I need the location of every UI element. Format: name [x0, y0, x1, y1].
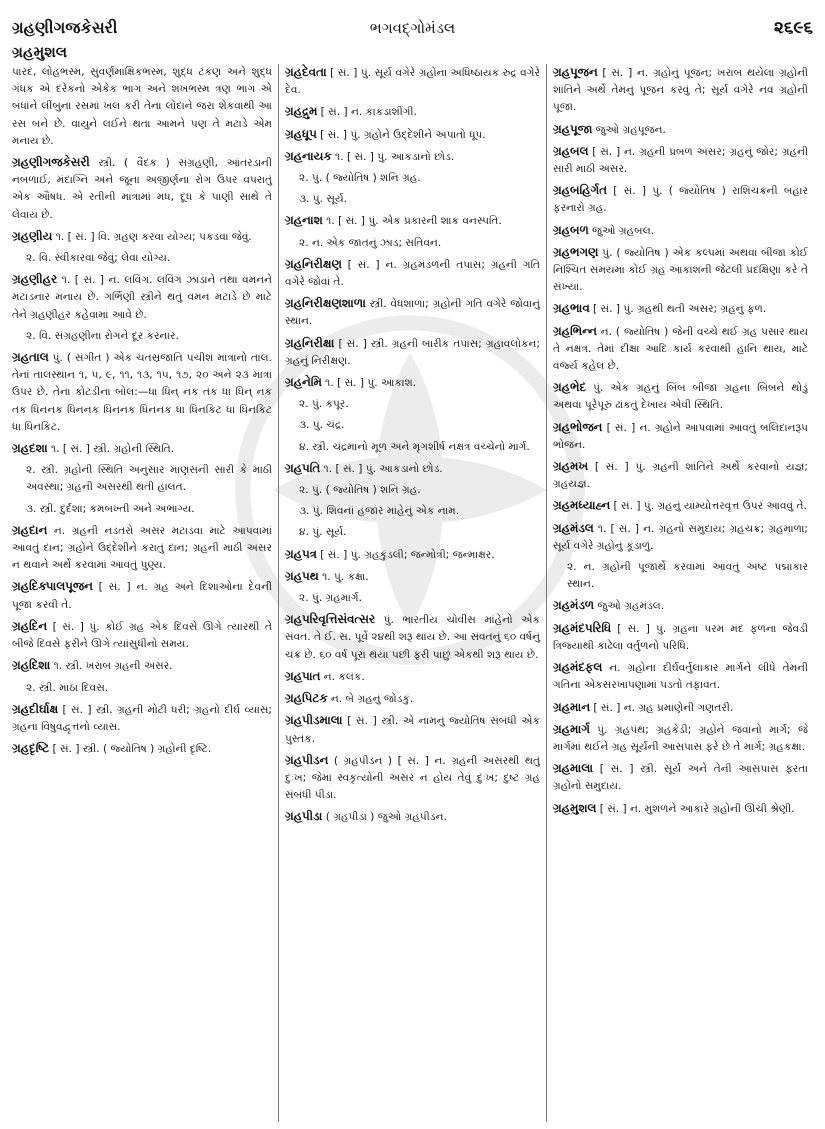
entry-definition: ૩. સ્ત્રી. દુર્દશા; કમબખ્તી અને અભાગ્ય. — [26, 502, 195, 515]
entry-definition: [ સં. ] ન. ગ્રહની પ્રબળ અસર; ગ્રહનું જોર; ગ્રહની સારી માઠી અસર. — [553, 145, 808, 176]
entry-headword: ગ્રહનાયક — [285, 148, 332, 163]
entry-headword: ગ્રહનેમિ — [285, 375, 322, 390]
dictionary-entry — [285, 148, 540, 166]
entry-headword: ગ્રહબળ — [553, 222, 589, 237]
dictionary-entry — [12, 578, 272, 613]
dictionary-entry — [285, 335, 540, 370]
dictionary-entry — [553, 121, 808, 139]
dictionary-entry — [285, 611, 540, 664]
left-guide-word: ગ્રહણીગજકેસરી — [12, 18, 118, 37]
entry-definition: [ સં. ] સ્ત્રી. ( જ્યોતિષ ) ગ્રહોની દૃષ્ટિ. — [49, 743, 212, 756]
entry-definition: [ સં. ] પું. ગ્રહનું યામ્યોત્તરવૃત્ત ઉપર આવવું તે. — [610, 500, 807, 513]
entry-headword: ગ્રહપાત — [285, 668, 321, 683]
entry-headword: ગ્રહપીડા — [285, 809, 323, 824]
entry-headword: ગ્રહદ્રુમ — [285, 104, 318, 119]
dictionary-entry — [553, 244, 808, 297]
entry-headword: ગ્રહમંદપરિધિ — [553, 620, 612, 635]
dictionary-entry — [12, 328, 272, 345]
entry-definition: પું. ( સંગીત ) એક ચતસ્રજાતિ પચીશ માત્રાનો તાલ. તેનાં તાલસ્થાન ૧, ૫, ૯, ૧૧, ૧૩, ૧૫, ૧૭, ૨૦ અને ૨૩ માત્રા ઉપર છે. તેના કોટડીના બોલ:—ધા ધિન્ નક તક ધા ધિન્ નક તક ધિનનક ધિનનક ધિનનક ધિનનક ધા ધિનકિટ ધા ધિનકિટ ધા ધિનકિટ. — [12, 352, 272, 433]
column-3 — [546, 64, 814, 1122]
dictionary-entry — [285, 295, 540, 330]
dictionary-entry — [285, 235, 540, 252]
dictionary-entry — [285, 126, 540, 144]
dictionary-entry — [285, 439, 540, 456]
dictionary-entry — [285, 546, 540, 564]
dictionary-entry — [553, 620, 808, 655]
dictionary-entry — [285, 64, 540, 99]
dictionary-entry — [553, 64, 808, 117]
entry-headword: ગ્રહપીડમાલા — [285, 713, 343, 728]
entry-definition: [ સં. ] પું. ગ્રહની શાંતિને અર્થે કરવાનો યજ્ઞ; ગ્રહયજ્ઞ. — [553, 461, 808, 491]
entry-headword: ગ્રહદાન — [12, 522, 48, 537]
entry-definition: ૧. સ્ત્રી. ખરાબ ગ્રહની અસર. — [50, 660, 173, 673]
entry-definition: ૩. પું. ચંદ્ર. — [299, 419, 345, 432]
entry-headword: ગ્રહભાવ — [553, 301, 590, 316]
entry-definition: જુઓ ગ્રહમંડલ. — [594, 600, 665, 613]
entry-headword: ગ્રહબહિર્ગત — [553, 183, 607, 198]
entry-definition: [ સં. ] સ્ત્રી. ગ્રહની બારીક તપાસ; ગ્રહાવલોકન; ગ્રહનું નિરીક્ષણ. — [285, 337, 540, 367]
entry-headword: ગ્રહનિરીક્ષણ — [285, 256, 342, 271]
entry-definition: ન. ( જ્યોતિષ ) જેની વચ્ચે થઈ ગ્રહ પસાર થાય તે નક્ષત્ર. તેમાં દીક્ષા આદિ કાર્ય કરવાથી હાનિ થાય, માટે વર્જ્ય કહેલ છે. — [553, 325, 808, 373]
entry-definition: જુઓ ગ્રહપૂજન. — [592, 123, 666, 136]
entry-definition: ૨. પું. ગ્રહમાર્ગ. — [299, 592, 363, 605]
entry-definition: ૧. [ સં. ] વિ. ગ્રહણ કરવા યોગ્ય; પકડવા જેવું. — [52, 230, 252, 243]
dictionary-entry — [285, 503, 540, 520]
dictionary-entry — [553, 419, 808, 454]
entry-headword: ગ્રહપથ — [285, 568, 319, 583]
entry-definition: પારદ, લોહભસ્મ, સુવર્ણમાક્ષિકભસ્મ, શુદ્ધ ટંકણ અને શુદ્ધ ગંધક એ દરેકનો એકેક ભાગ અને શંખભસ્મ ત્રણ ભાગ એ બધાંને લીંબુના રસમાં ખલ કરી તેના લોંદાને જરા શેકવાથી આ રસ બને છે. વાયુને લઈને થતા આમને પણ તે મટાડે એમ મનાય છે. — [12, 66, 272, 147]
entry-headword: ગ્રહણીહર — [12, 272, 58, 287]
dictionary-entry — [285, 256, 540, 291]
dictionary-entry — [285, 568, 540, 586]
dictionary-columns — [10, 64, 815, 1122]
entry-definition: [ સં. ] ન. ગ્રહોને આપવામાં આવતું બલિદાનરૂપ ભોજન. — [553, 421, 808, 451]
entry-definition: ૧. [ સં. ] સ્ત્રી. ગ્રહોની સ્થિતિ. — [47, 443, 175, 456]
dictionary-entry — [12, 501, 272, 518]
dictionary-entry — [12, 522, 272, 575]
entry-headword: ગ્રહમંડલ — [553, 520, 594, 535]
dictionary-entry — [285, 212, 540, 230]
entry-headword: ગ્રહમાલા — [553, 761, 594, 776]
dictionary-entry — [285, 417, 540, 434]
entry-definition: [ સં. ] પું. કોઈ ગ્રહ એક દિવસે ઊગે ત્યારથી તે બીજે દિવસે ફરીને ઊગે ત્યાંસુધીનો સમય. — [12, 620, 272, 651]
entry-definition: ૨. પું. કપૂર. — [299, 398, 349, 411]
entry-definition: [ સં. ] સ્ત્રી. સૂર્ય અને તેની આસપાસ ફરતા ગ્રહોનો સમુદાય. — [553, 763, 808, 793]
entry-headword: ગ્રહપૂજા — [553, 121, 593, 136]
entry-definition: [ સં. ] પું. ગ્રહના પરમ મંદ ફળના જેવડી ત્રિજ્યાથી કાઢેલા વર્તુળનો પરિધિ. — [553, 622, 808, 652]
entry-definition: ન. કલંક. — [320, 670, 365, 683]
entry-definition: [ સં. ] સ્ત્રી. ગ્રહની મોટી ધરી; ગ્રહનો દીર્ઘ વ્યાસ; ગ્રહના વિષુવદ્વૃત્તનો વ્યાસ. — [12, 703, 272, 733]
dictionary-entry — [285, 396, 540, 413]
entry-definition: ૧. [ સં. ] પું. આકાશ. — [321, 377, 417, 390]
entry-headword: ગ્રહમધ્યાહ્ન — [553, 498, 611, 513]
dictionary-entry — [12, 680, 272, 697]
entry-headword: ગ્રહદીર્ઘાક્ષ — [12, 701, 59, 716]
entry-definition: સ્ત્રી. ( વૈદક ) સંગ્રહણી, આંતરડાની નબળાઈ, મંદાગ્નિ અને જૂના અજીર્ણના રોગ ઉપર વપરાતું એક ઔષધ. એ રતીની માત્રામાં મધ, દૂધ કે પાણી સાથે તે લેવાય છે. — [12, 157, 272, 221]
entry-definition: [ સં. ] ન. ગ્રહ પ્રમાણેની ગણતરી. — [590, 701, 734, 714]
dictionary-entry — [285, 482, 540, 499]
dictionary-entry — [12, 64, 272, 150]
dictionary-entry — [12, 740, 272, 758]
entry-definition: ૪. સ્ત્રી. ચંદ્રમાનો મૂળ અને મૃગશીર્ષ નક્ષત્ર વચ્ચેનો માર્ગ. — [299, 440, 530, 453]
entry-definition: પું. એક ગ્રહનું બિંબ બીજા ગ્રહના બિંબને થોડું અથવા પૂરેપૂરું ઢાંકતું દેખાય એવી સ્થિતિ. — [553, 382, 808, 412]
dictionary-entry — [553, 222, 808, 240]
dictionary-entry — [12, 154, 272, 224]
dictionary-entry — [12, 349, 272, 436]
entry-headword: ગ્રહદિન — [12, 618, 48, 633]
entry-definition: ન. બે ગ્રહનું જોડકું. — [327, 693, 414, 706]
dictionary-entry — [12, 440, 272, 458]
entry-headword: ગ્રહપતિ — [285, 460, 321, 475]
dictionary-entry — [553, 699, 808, 717]
entry-headword: ગ્રહપત્ર — [285, 546, 317, 561]
entry-definition: ૨. પું. ( જ્યોતિષ ) શનિ ગ્રહ. — [299, 484, 421, 497]
dictionary-entry — [285, 690, 540, 708]
dictionary-entry — [285, 752, 540, 805]
dictionary-entry — [12, 462, 272, 496]
entry-definition: પું. ભારતીય ચોવીસ માંહેનો એક સંવત. તે ઈ. સ. પૂર્વે ૨૪થી શરૂ થાય છે. આ સંવતનું ૬૦ વર્ષનું ચક્ર છે. ૬૦ વર્ષ પૂરાં થયા પછી ફરી પાછું એકથી શરૂ થાય છે. — [285, 614, 540, 661]
dictionary-entry — [553, 182, 808, 217]
dictionary-entry — [553, 559, 808, 593]
dictionary-entry — [553, 597, 808, 615]
entry-definition: ૩. પું. શિવનાં હજાર માંહેનું એક નામ. — [299, 505, 460, 518]
entry-definition: [ સં. ] ન. મુશળને આકારે ગ્રહોની ઊંચી શ્રેણી. — [596, 802, 795, 815]
dictionary-entry — [285, 712, 540, 747]
entry-definition: [ સં. ] પું. ગ્રહોને ઉદ્દેશીને અપાતો ધૂપ. — [316, 128, 486, 141]
entry-definition: ( ગ્રહપીડ઼ા ) જુઓ ગ્રહપીડન. — [322, 811, 447, 824]
dictionary-entry — [553, 143, 808, 178]
dictionary-entry — [12, 701, 272, 736]
dictionary-entry — [553, 659, 808, 694]
page-header — [12, 18, 813, 66]
entry-definition: [ સં. ] સ્ત્રી. એ નામનું જ્યોતિષ સંબંધી એક પુસ્તક. — [285, 715, 540, 745]
entry-headword: ગ્રહમુશલ — [553, 800, 597, 815]
entry-definition: સ્ત્રી. વેધશાળા; ગ્રહોની ગતિ વગેરે જોવાનું સ્થાન. — [285, 298, 540, 328]
entry-definition: [ સં. ] પું. ( જ્યોતિષ ) રાશિચક્રની બહાર ફરનારો ગ્રહ. — [553, 185, 808, 215]
dictionary-entry — [285, 590, 540, 607]
entry-definition: ન. ગ્રહોના દીર્ઘવર્તુલાકાર માર્ગને લીધે તેમની ગતિના એકસરખાપણામાં પડતો તફાવત. — [553, 662, 808, 692]
entry-headword: ગ્રહદિશા — [12, 658, 51, 673]
dictionary-entry — [553, 760, 808, 795]
entry-definition: ૨. પું. ( જ્યોતિષ ) શનિ ગ્રહ. — [299, 172, 421, 185]
dictionary-entry — [285, 808, 540, 826]
dictionary-entry — [553, 458, 808, 493]
entry-headword: ગ્રહદશા — [12, 441, 48, 456]
entry-headword: ગ્રહનિરીક્ષણશાળા — [285, 296, 366, 311]
entry-headword: ગ્રહદિક્પાલપૂજન — [12, 579, 93, 594]
dictionary-entry — [12, 228, 272, 246]
dictionary-entry — [553, 323, 808, 376]
entry-headword: ગ્રહપરિવૃત્તિસંવત્સર — [285, 612, 375, 627]
entry-headword: ગ્રહનિરીક્ષા — [285, 335, 335, 350]
entry-definition: [ સં. ] ન. ગ્રહોનું પૂજન; ખરાબ થયેલા ગ્રહોની શાંતિને અર્થે તેમનું પૂજન કરવું તે; સૂર્ય વગેરે નવ ગ્રહોની પૂજા. — [553, 67, 808, 114]
entry-headword: ગ્રહપીડન — [285, 752, 329, 767]
entry-definition: [ સં. ] પું. ગ્રહથી થતી અસર; ગ્રહનું ફળ. — [589, 303, 767, 316]
dictionary-entry — [553, 379, 808, 414]
entry-definition: ૨. ન. એક જાતનું ઝાડ; સતિવન. — [299, 236, 442, 249]
dictionary-entry — [553, 721, 808, 756]
entry-definition: [ સં. ] પું. ગ્રહકુંડલી; જન્મોત્રી; જન્માક્ષર. — [316, 548, 495, 561]
entry-headword: ગ્રહણીય — [12, 228, 53, 243]
entry-definition: [ સં. ] પું. સૂર્ય વગેરે ગ્રહોના અધિષ્ઠાયક રુદ્ર વગેરે દેવ. — [285, 67, 540, 97]
entry-definition: ૨. વિ. સંગ્રહણીના રોગને દૂર કરનાર. — [26, 329, 179, 342]
entry-headword: ગ્રહમંડળ — [553, 598, 595, 613]
entry-definition: ૨. વિ. સ્વીકારવા જેવું; લેવા યોગ્ય. — [26, 252, 171, 265]
dictionary-entry — [285, 374, 540, 392]
entry-definition: ન. ગ્રહની નડતરો અસર મટાડવા માટે આપવામાં આવતું દાન; ગ્રહોને ઉદ્દેશીને કરાતું દાન; ગ્રહની માઠી અસર ન થવાને અર્થે કરવામાં આવતું પુણ્ય. — [12, 524, 272, 572]
entry-definition: પું. ગ્રહપંથ; ગ્રહકેડી; ગ્રહોને જવાનો માર્ગ; જે માર્ગમાં થઈને ગ્રહ સૂર્યની આસપાસ ફરે છે તે માર્ગ; ગ્રહકક્ષા. — [553, 723, 808, 753]
entry-definition: ૧. [ સં. ] ન. લવિંગ. લવિંગ ઝાડાને તથા વમનને મટાડનાર મનાય છે. ગર્ભિણી સ્ત્રીને થતું વમન મટાડે છે માટે તેને ગ્રહણીહર કહેવામાં આવે છે. — [12, 274, 272, 321]
entry-definition: ૧. પું. કક્ષા. — [318, 570, 369, 583]
entry-headword: ગ્રહદૃષ્ટિ — [12, 741, 50, 756]
entry-headword: ગ્રહપૂજન — [553, 65, 598, 79]
dictionary-entry — [12, 657, 272, 675]
entry-definition: જુઓ ગ્રહબલ. — [588, 224, 655, 237]
dictionary-entry — [553, 520, 808, 555]
left-guide-word-2: ગ્રહમુશલ — [12, 43, 68, 61]
entry-definition: [ સં. ] ન. કાકડાશીંગી. — [317, 106, 417, 119]
entry-headword: ગ્રહભગણ — [553, 244, 599, 259]
entry-headword: ગ્રહબલ — [553, 143, 589, 158]
entry-headword: ગ્રહમાર્ગ — [553, 721, 590, 736]
entry-headword: ગ્રહધૂપ — [285, 126, 317, 141]
entry-definition: [ સં. ] ન. ગ્રહમંડળની તપાસ; ગ્રહની ગતિ વગેરે જોવાં તે. — [285, 258, 540, 289]
dictionary-entry — [285, 170, 540, 187]
entry-headword: ગ્રહભોજન — [553, 419, 603, 434]
entry-headword: ગ્રહદેવતા — [285, 65, 327, 79]
entry-definition: ૨. સ્ત્રી. ગ્રહોની સ્થિતિ અનુસાર માણસની સારી કે માઠી અવસ્થા; ગ્રહની અસરથી થતી હાલત. — [26, 464, 272, 494]
dictionary-title: ભગવદ્ગોમંડલ — [369, 19, 456, 37]
page-number: ૨૬૯૬ — [773, 18, 813, 38]
dictionary-entry — [553, 800, 808, 818]
entry-headword: ગ્રહપિટક — [285, 691, 328, 706]
dictionary-entry — [553, 300, 808, 318]
entry-headword: ગ્રહતાલ — [12, 350, 49, 365]
dictionary-entry — [12, 250, 272, 267]
entry-headword: ગ્રહણીગજકેસરી — [12, 155, 90, 170]
entry-definition: ૧. [ સં. ] પું. આકડાનો છોડ. — [320, 462, 443, 475]
dictionary-entry — [12, 271, 272, 324]
entry-headword: ગ્રહમખ — [553, 459, 589, 474]
column-1 — [10, 64, 278, 1122]
dictionary-entry — [12, 618, 272, 653]
dictionary-entry — [553, 497, 808, 515]
dictionary-entry — [285, 103, 540, 121]
entry-headword: ગ્રહભેદ — [553, 380, 587, 395]
entry-definition: ૧. [ સં. ] પું. આકડાનો છોડ. — [331, 150, 455, 163]
dictionary-entry — [285, 668, 540, 686]
entry-headword: ગ્રહનાશ — [285, 213, 323, 228]
entry-definition: ( ગ્રહપીડન ) [ સં. ] ન. ગ્રહની અસરથી થતું દુઃખ; જેમાં સ્વકૃત્યોની અસર ન હોય તેવું દુઃખ; દુષ્ટ ગ્રહ સંબંધી પીડા. — [285, 754, 540, 802]
entry-headword: ગ્રહમંદફલ — [553, 660, 603, 675]
entry-definition: ૨. ન. ગ્રહોની પૂજાર્થે કરવામાં આવતું અષ્ટ પદ્માકાર સ્થાન. — [567, 561, 808, 591]
entry-definition: ૪. પું. સૂર્ય. — [299, 526, 347, 539]
entry-headword: ગ્રહભિન્ન — [553, 323, 597, 338]
entry-definition: પું. ( જ્યોતિષ ) એક કલ્પમાં અથવા બીજા કોઈ નિશ્ચિત સમયમાં કોઈ ગ્રહ આકાશની જેટલી પ્રદક્ષિણા કરે તે સંખ્યા. — [553, 246, 808, 294]
entry-definition: [ સં. ] ન. ગ્રહ અને દિશાઓના દેવની પૂજા કરવી તે. — [12, 581, 272, 611]
entry-definition: ૧. [ સં. ] ન. ગ્રહનો સમુદાય; ગ્રહચક્ર; ગ્રહમાળા; સૂર્ય વગેરે ગ્રહોનું કૂંડાળું. — [553, 522, 808, 552]
column-2 — [278, 64, 546, 1122]
dictionary-entry — [285, 191, 540, 208]
dictionary-entry — [285, 460, 540, 478]
entry-headword: ગ્રહમાન — [553, 699, 591, 714]
dictionary-entry — [285, 524, 540, 541]
entry-definition: ૧. [ સં. ] પું. એક પ્રકારની શાક વનસ્પતિ. — [322, 215, 502, 228]
entry-definition: ૩. પું. સૂર્ય. — [299, 193, 348, 206]
entry-definition: ૨. સ્ત્રી. માઠા દિવસ. — [26, 681, 109, 694]
